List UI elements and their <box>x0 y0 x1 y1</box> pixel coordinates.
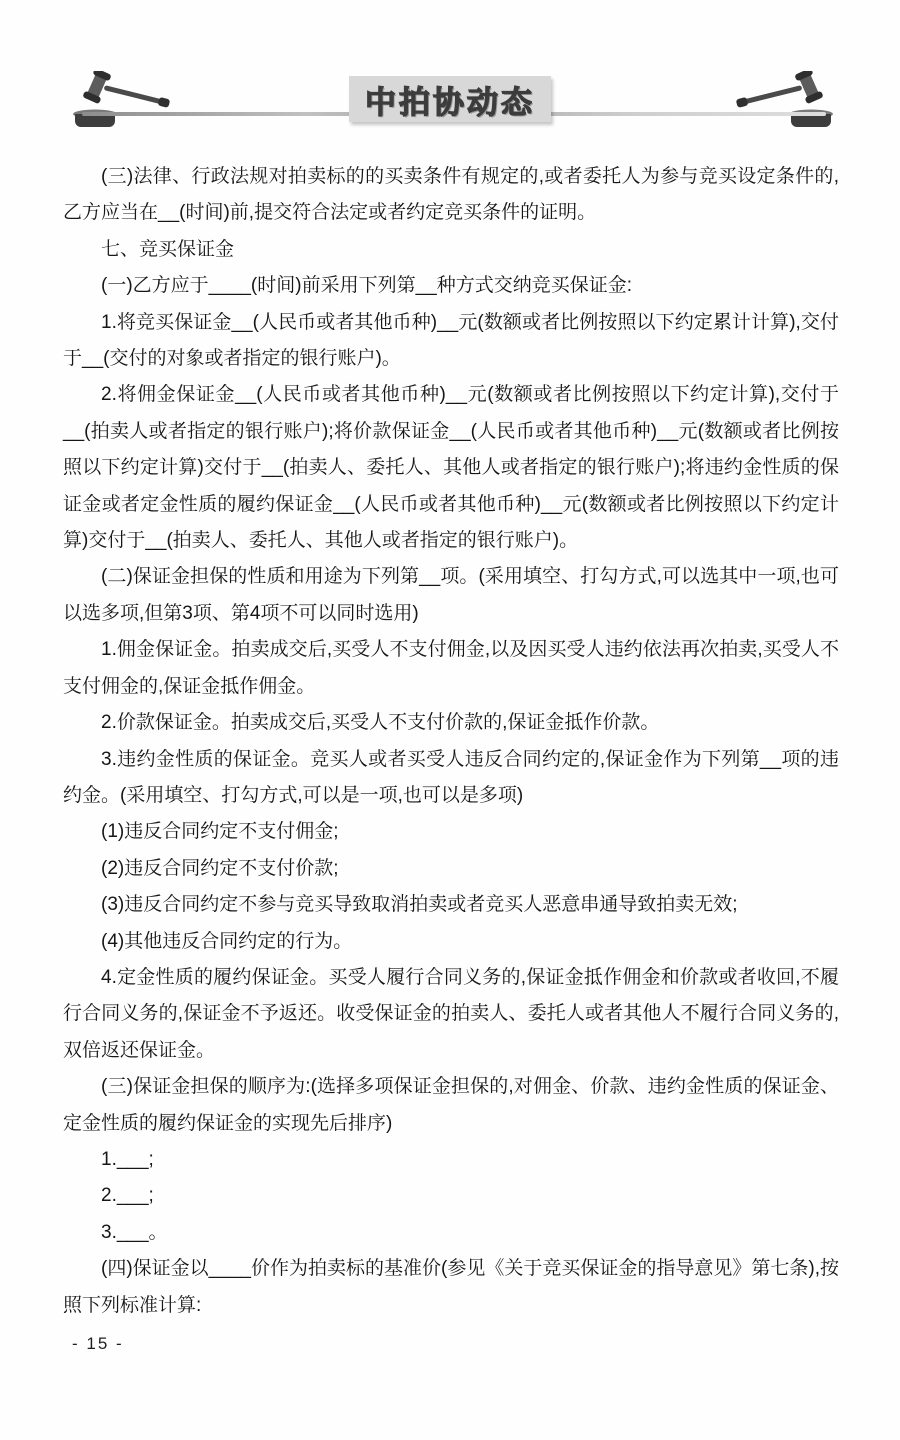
paragraph: 1.将竞买保证金__(人民币或者其他币种)__元(数额或者比例按照以下约定累计计算),交付于__(交付的对象或者指定的银行账户)。 <box>63 311 839 370</box>
paragraph: (三)法律、行政法规对拍卖标的的买卖条件有规定的,或者委托人为参与竞买设定条件的,乙方应当在__(时间)前,提交符合法定或者约定竞买条件的证明。 <box>63 166 839 224</box>
gavel-icon <box>728 71 840 129</box>
paragraph: 4.定金性质的履约保证金。买受人履行合同义务的,保证金抵作佣金和价款或者收回,不履行合同义务的,保证金不予返还。收受保证金的拍卖人、委托人或者其他人不履行合同义务的,双倍返还保证金。 <box>63 966 839 1061</box>
paragraph: (二)保证金担保的性质和用途为下列第__项。(采用填空、打勾方式,可以选其中一项,也可以选多项,但第3项、第4项不可以同时选用) <box>63 566 839 624</box>
paragraph: (1)违反合同约定不支付佣金; <box>101 821 339 843</box>
paragraph: (一)乙方应于____(时间)前采用下列第__种方式交纳竞买保证金: <box>101 275 632 297</box>
paragraph: (3)违反合同约定不参与竞买导致取消拍卖或者竞买人恶意串通导致拍卖无效; <box>101 894 738 916</box>
document-body <box>63 159 839 1324</box>
paragraph: 1.___; <box>101 1148 154 1170</box>
page-number: - 15 - <box>72 1334 124 1353</box>
paragraph: 1.佣金保证金。拍卖成交后,买受人不支付佣金,以及因买受人违约依法再次拍卖,买受人不支付佣金的,保证金抵作佣金。 <box>63 639 839 697</box>
gavel-icon <box>66 71 178 129</box>
paragraph: 2.将佣金保证金__(人民币或者其他币种)__元(数额或者比例按照以下约定计算),交付于__(拍卖人或者指定的银行账户);将价款保证金__(人民币或者其他币种)__元(数额或者比例按照以下约定计算)交付于__(拍卖人、委托人、其他人或者指定的银行账户);将违约金性质的保证金或者定金性质的履约保证金__(人民币或者其他币种)__元(数额或者比例按照以下约定计算)交付于__(拍卖人、委托人、其他人或者指定的银行账户)。 <box>63 384 839 552</box>
paragraph: (三)保证金担保的顺序为:(选择多项保证金担保的,对佣金、价款、违约金性质的保证金、定金性质的履约保证金的实现先后排序) <box>63 1076 839 1134</box>
paragraph: 3.违约金性质的保证金。竞买人或者买受人违反合同约定的,保证金作为下列第__项的违约金。(采用填空、打勾方式,可以是一项,也可以是多项) <box>63 748 839 806</box>
masthead-title: 中拍协动态 <box>365 84 535 120</box>
page-header <box>0 70 900 132</box>
paragraph: 七、竞买保证金 <box>101 238 235 260</box>
masthead-title-box <box>349 76 551 122</box>
paragraph: (四)保证金以____价作为拍卖标的基准价(参见《关于竞买保证金的指导意见》第七条),按照下列标准计算: <box>63 1258 839 1316</box>
paragraph: (4)其他违反合同约定的行为。 <box>101 930 353 952</box>
paragraph: 2.___; <box>101 1185 154 1207</box>
paragraph: 3.___。 <box>101 1221 168 1243</box>
paragraph: 2.价款保证金。拍卖成交后,买受人不支付价款的,保证金抵作价款。 <box>101 712 660 734</box>
paragraph: (2)违反合同约定不支付价款; <box>101 857 339 879</box>
